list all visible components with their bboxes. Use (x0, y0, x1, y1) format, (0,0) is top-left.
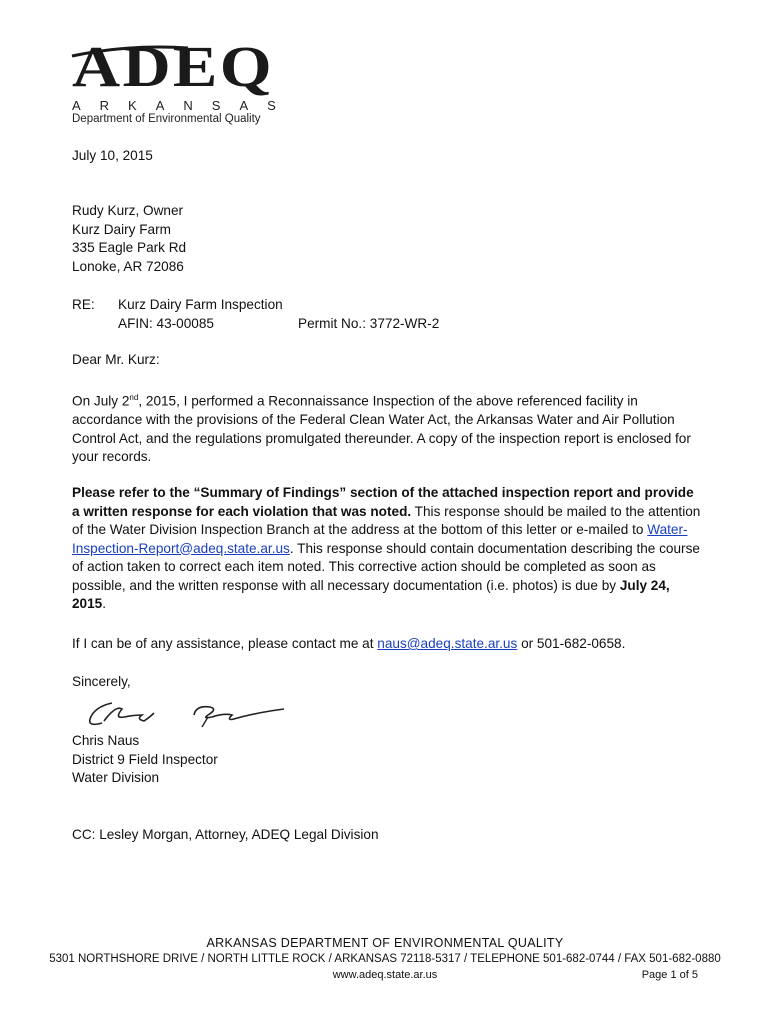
para2-text-end: . (102, 596, 107, 611)
closing: Sincerely, (72, 674, 131, 689)
body-paragraph-3 (72, 635, 702, 654)
cc-line: CC: Lesley Morgan, Attorney, ADEQ Legal Division (72, 827, 379, 842)
para1-superscript: nd (129, 393, 139, 402)
re-label: RE: (72, 297, 95, 312)
recipient-line: Kurz Dairy Farm (72, 221, 171, 237)
footer-website: www.adeq.state.ar.us (332, 969, 438, 981)
inspector-email-link[interactable]: naus@adeq.state.ar.us (377, 636, 518, 651)
re-permit: Permit No.: 3772-WR-2 (298, 316, 440, 331)
recipient-line: Lonoke, AR 72086 (72, 258, 184, 274)
para3-text: If I can be of any assistance, please contact me at (72, 636, 378, 651)
para2-text-cont: . This response should contain documentation describing the course of action taken to correct each item noted. This corrective action should be completed as soon as possible, and the written response with all necessary documentation (i.e. photos) is due by (72, 540, 700, 593)
signer-title: District 9 Field Inspector (72, 751, 218, 767)
para2-text: This response should be mailed to the attention of the Water Division Inspection Branch at the address at the bottom of this letter or e-mailed to (72, 503, 701, 537)
signer-block (72, 732, 218, 788)
due-date: July 24, 2015 (72, 577, 670, 611)
para3-text-cont: or 501-682-0658. (517, 636, 626, 651)
signer-name: Chris Naus (72, 733, 140, 748)
body-paragraph-1 (72, 389, 702, 467)
logo-state: ARKANSAS (72, 98, 295, 113)
salutation: Dear Mr. Kurz: (72, 352, 160, 367)
findings-instruction: Please refer to the “Summary of Findings” section of the attached inspection report and provide a written response for each violation that was noted. (72, 485, 694, 519)
adeq-logo: ADEQ (72, 34, 274, 99)
recipient-address (72, 202, 186, 276)
re-subject: Kurz Dairy Farm Inspection (118, 297, 283, 312)
footer-org: ARKANSAS DEPARTMENT OF ENVIRONMENTAL QUALITY (206, 936, 564, 950)
body-paragraph-2 (72, 484, 702, 614)
signer-division: Water Division (72, 770, 160, 785)
para1-text-cont: , 2015, I performed a Reconnaissance Inspection of the above referenced facility in accordance with the provisions of the Federal Clean Water Act, the Arkansas Water and Air Pollution Control Act, and the regulations promulgated thereunder. A copy of the inspection report is enclosed for your records. (72, 393, 691, 465)
re-afin: AFIN: 43-00085 (118, 316, 214, 331)
inspection-report-email-link[interactable]: Water-Inspection-Report@adeq.state.ar.us (72, 522, 688, 556)
para1-text: On July 2 (72, 393, 130, 409)
recipient-line: Rudy Kurz, Owner (72, 203, 184, 218)
recipient-line: 335 Eagle Park Rd (72, 240, 187, 255)
page-number: Page 1 of 5 (641, 969, 698, 981)
footer-address: 5301 NORTHSHORE DRIVE / NORTH LITTLE ROCK / ARKANSAS 72118-5317 / TELEPHONE 501-682-0744 / FAX 501-682-0880 (49, 953, 721, 965)
signature (84, 695, 304, 735)
letter-date: July 10, 2015 (72, 148, 153, 163)
logo-department: Department of Environmental Quality (72, 113, 261, 125)
